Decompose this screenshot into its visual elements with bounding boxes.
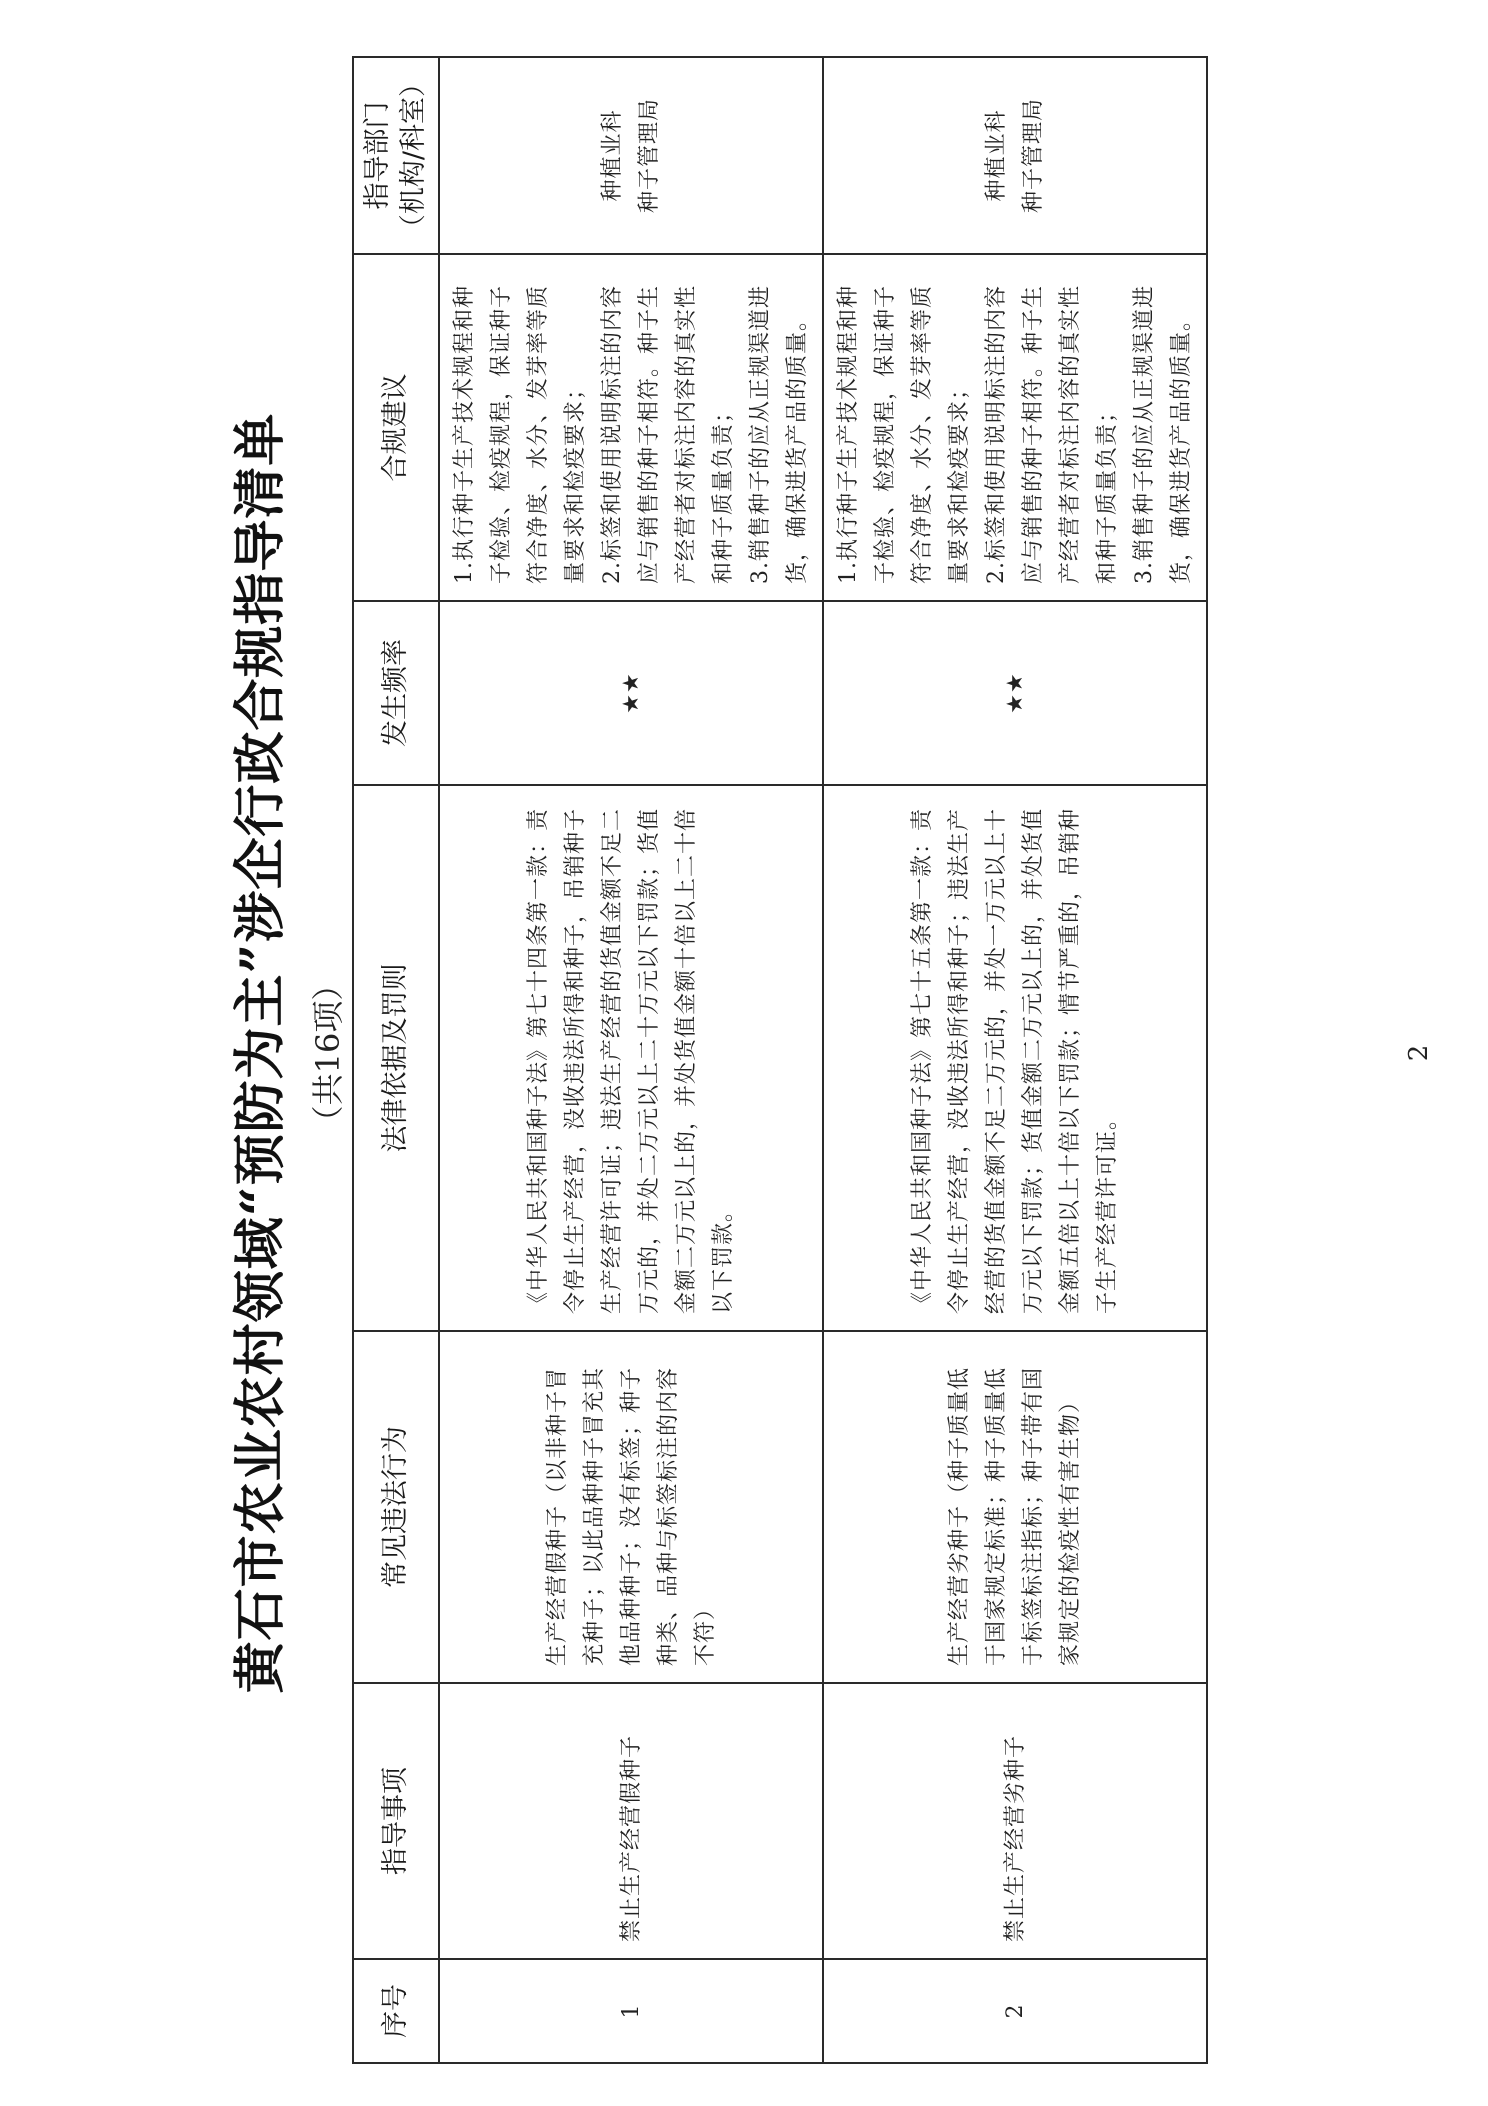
cell-advice [823, 254, 1207, 601]
dept-line2: 种子管理局 [1021, 98, 1046, 214]
cell-law: 《中华人民共和国种子法》第七十五条第一款：责令停止生产经营，没收违法所得和种子；违法生产经营的货值金额不足二万元的，并处一万元以上十万元以下罚款；货值金额二万元以上的，并处货值金额五倍以上十倍以下罚款；情节严重的，吊销种子生产经营许可证。 [823, 785, 1207, 1331]
header-dept [353, 57, 439, 254]
cell-behavior: 生产经营假种子（以非种子冒充种子；以此品种种子冒充其他品种种子；没有标签；种子种类、品种与标签标注的内容不符） [439, 1331, 823, 1683]
cell-freq: ★★ [439, 601, 823, 785]
header-behavior: 常见违法行为 [353, 1331, 439, 1683]
advice-line: 3.销售种子的应从正规渠道进货，确保进货产品的质量。 [748, 285, 810, 584]
advice-line: 1.执行种子生产技术规程和种子检验、检疫规程，保证种子符合净度、水分、发芽率等质量要求和检疫要求； [452, 284, 588, 584]
dept-line1: 种植业科 [600, 109, 625, 202]
cell-dept [823, 57, 1207, 254]
table-header-row [353, 57, 439, 2063]
header-dept-line1: 指导部门 [362, 101, 393, 210]
cell-num: 1 [439, 1959, 823, 2063]
cell-freq: ★★ [823, 601, 1207, 785]
cell-item: 禁止生产经营劣种子 [823, 1683, 1207, 1959]
header-num: 序号 [353, 1959, 439, 2063]
advice-line: 2.标签和使用说明标注的内容应与销售的种子相符。种子生产经营者对标注内容的真实性和种子质量负责； [984, 284, 1120, 584]
table-row [439, 57, 823, 2063]
document-title: 黄石市农业农村领域“预防为主”涉企行政合规指导清单 [230, 412, 291, 1694]
cell-num: 2 [823, 1959, 1207, 2063]
cell-dept [439, 57, 823, 254]
advice-line: 1.执行种子生产技术规程和种子检验、检疫规程，保证种子符合净度、水分、发芽率等质量要求和检疫要求； [836, 284, 972, 584]
cell-item: 禁止生产经营假种子 [439, 1683, 823, 1959]
dept-line2: 种子管理局 [637, 98, 662, 214]
cell-law: 《中华人民共和国种子法》第七十四条第一款：责令停止生产经营，没收违法所得和种子，吊销种子生产经营许可证；违法生产经营的货值金额不足二万元的，并处二万元以上二十万元以下罚款；货值金额二万元以上的，并处货值金额十倍以上二十倍以下罚款。 [439, 785, 823, 1331]
header-law: 法律依据及罚则 [353, 785, 439, 1331]
page-number: 2 [1404, 1044, 1434, 1062]
document-subtitle: （共16项） [309, 968, 347, 1138]
cell-advice [439, 254, 823, 601]
dept-line1: 种植业科 [984, 109, 1009, 202]
header-item: 指导事项 [353, 1683, 439, 1959]
cell-behavior: 生产经营劣种子（种子质量低于国家规定标准；种子质量低于标签标注指标；种子带有国家规定的检疫性有害生物） [823, 1331, 1207, 1683]
header-dept-line2: （机构/科室） [398, 69, 429, 242]
header-advice: 合规建议 [353, 254, 439, 601]
advice-line: 3.销售种子的应从正规渠道进货，确保进货产品的质量。 [1132, 285, 1194, 584]
advice-line: 2.标签和使用说明标注的内容应与销售的种子相符。种子生产经营者对标注内容的真实性和种子质量负责； [600, 284, 736, 584]
header-freq: 发生频率 [353, 601, 439, 785]
compliance-table [352, 56, 1208, 2064]
table-row [823, 57, 1207, 2063]
